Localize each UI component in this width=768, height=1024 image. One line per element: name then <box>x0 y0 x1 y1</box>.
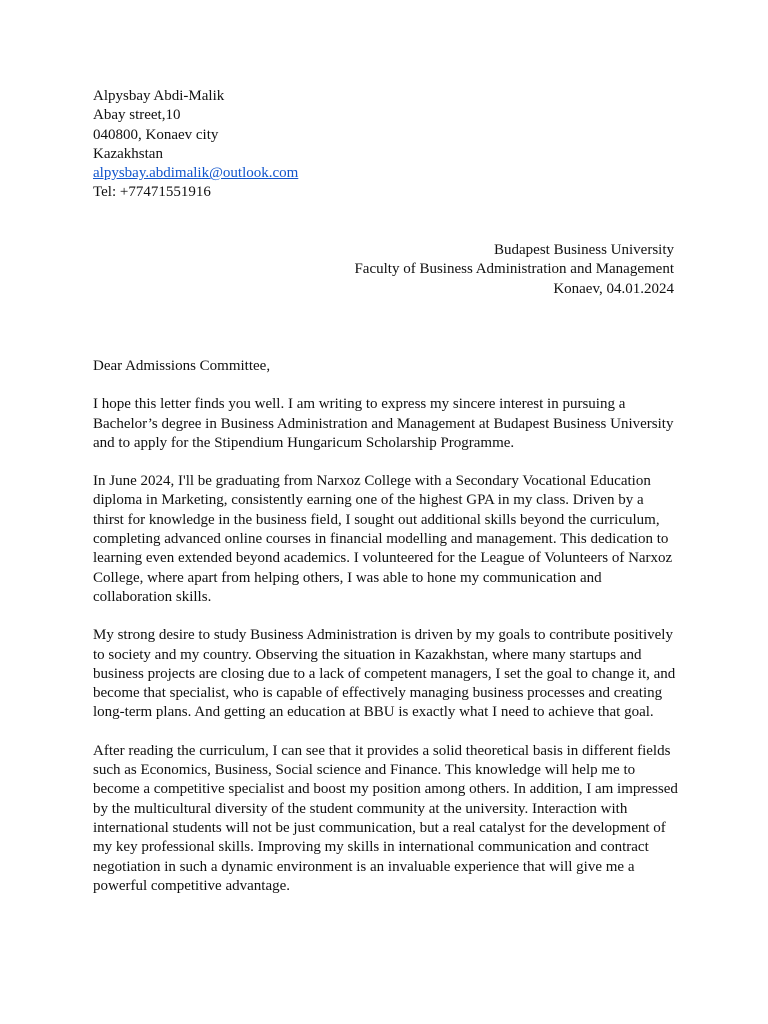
letter-body <box>93 357 678 915</box>
letter-greeting: Dear Admissions Committee, <box>93 358 271 374</box>
letter-paragraph-curriculum: After reading the curriculum, I can see that it provides a solid theoretical basis in different fields such as Economics, Business, Social science and Finance. This knowledge will help me to become a competitive specialist and boost my position among others. In addition, I am impressed by the multicultural diversity of the student community at the university. Interaction with international students will not be just communication, but a real catalyst for the development of my key professional skills. Improving my skills in international communication and contract negotiation in such a dynamic environment is an invaluable experience that will give me a powerful competitive advantage. <box>93 742 678 894</box>
letter-paragraph-intro: I hope this letter finds you well. I am writing to express my sincere interest in pursuing a Bachelor’s degree in Business Administration and Management at Budapest Business University and to apply for the Stipendium Hungaricum Scholarship Programme. <box>93 396 674 451</box>
recipient-address-block <box>174 241 674 299</box>
recipient-place-date: Konaev, 04.01.2024 <box>553 280 674 297</box>
sender-country: Kazakhstan <box>93 145 163 162</box>
sender-city: 040800, Konaev city <box>93 126 219 143</box>
letter-paragraph-motivation: My strong desire to study Business Administration is driven by my goals to contribute positively to society and my country. Observing the situation in Kazakhstan, where many startups and business projects are closing due to a lack of competent managers, I set the goal to change it, and become that specialist, who is capable of effectively managing business processes and creating long-term plans. And getting an education at BBU is exactly what I need to achieve that goal. <box>93 627 676 721</box>
sender-name: Alpysbay Abdi-Malik <box>93 88 225 104</box>
recipient-university: Budapest Business University <box>494 242 674 258</box>
letter-paragraph-education: In June 2024, I'll be graduating from Narxoz College with a Secondary Vocational Education diploma in Marketing, consistently earning one of the highest GPA in my class. Driven by a thirst for knowledge in the business field, I sought out additional skills beyond the curriculum, completing advanced online courses in financial modelling and management. This dedication to learning even extended beyond academics. I volunteered for the League of Volunteers of Narxoz College, where apart from helping others, I was able to hone my communication and collaboration skills. <box>93 473 673 605</box>
sender-address-block <box>93 87 493 203</box>
sender-email-link[interactable]: alpysbay.abdimalik@outlook.com <box>93 165 299 182</box>
sender-phone: Tel: +77471551916 <box>93 184 211 201</box>
sender-street: Abay street,10 <box>93 107 181 124</box>
recipient-faculty: Faculty of Business Administration and Management <box>354 261 674 278</box>
